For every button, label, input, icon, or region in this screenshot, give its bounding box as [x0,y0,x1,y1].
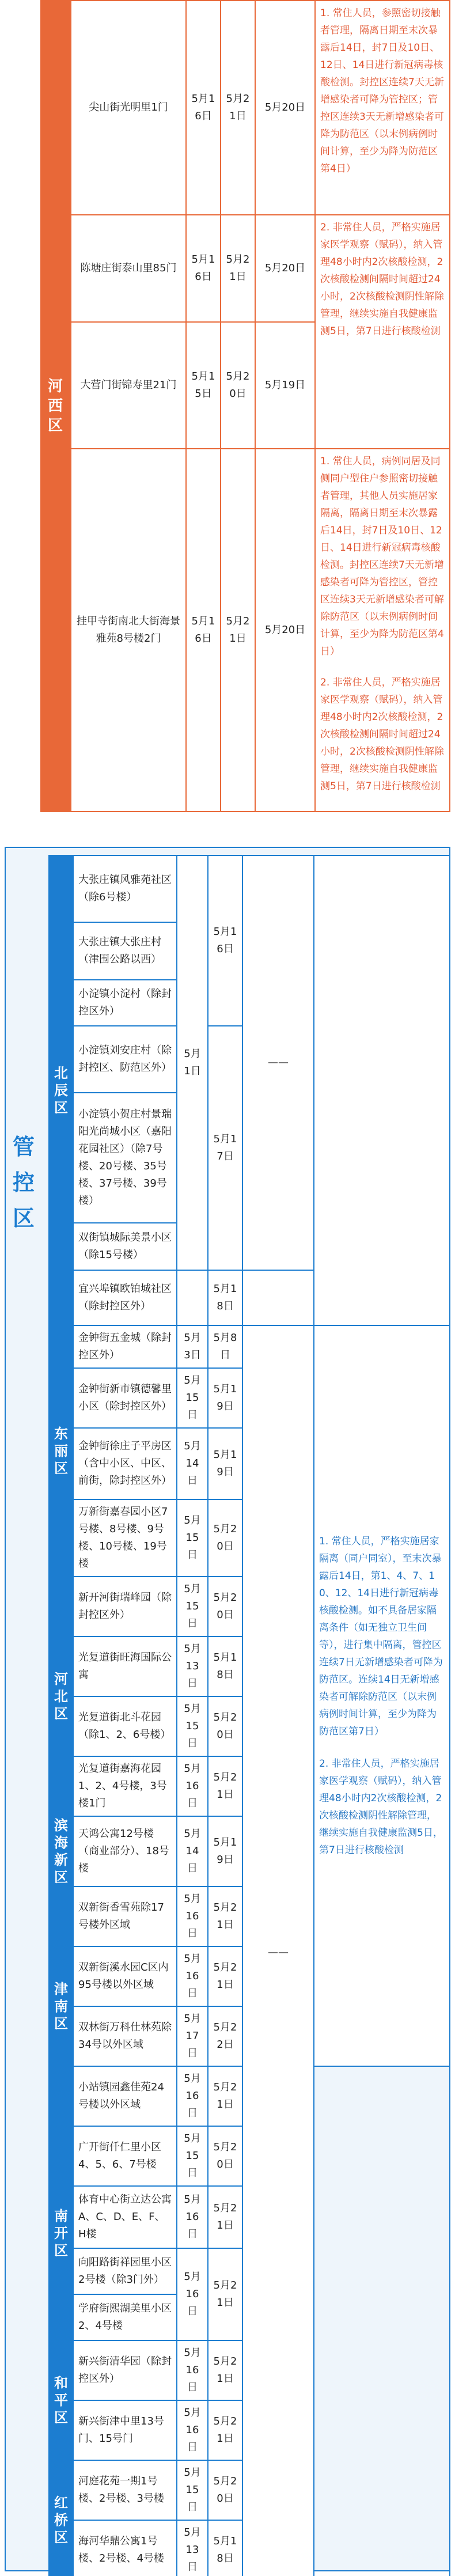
date-end: 5月18日 [208,1636,242,1696]
address-cell: 双新街溪水园C区内95号楼以外区域 [73,1946,177,2006]
date-start: 5月16日 [186,215,221,322]
date-lift: 5月20日 [255,1,315,215]
category-guankong: 管 控 区 [12,1134,35,1231]
district-nankai: 南 开 区 [49,2126,73,2340]
address-cell: 大营门街锦寿里21门 [71,322,186,449]
date-end: 5月19日 [208,1368,242,1428]
date-end: 5月21日 [208,1886,242,1946]
address-cell: 光复道街北斗花园（除1、2、6号楼） [73,1696,177,1756]
district-jinnan: 津 南 区 [49,1886,73,2126]
address-cell: 光复道街嘉海花园1、2、4号楼，3号楼1门 [73,1756,177,1816]
address-cell: 小站镇园鑫佳苑24号楼以外区域 [73,2066,177,2126]
address-cell: 宜兴埠镇欧铂城社区（除封控区外） [73,1270,177,1325]
date-start: 5月15日 [177,2126,208,2186]
date-start: 5月1日 [177,855,208,1270]
address-cell: 向阳路街祥园里小区2号楼（除3门外） [73,2248,177,2294]
date-end: 5月21日 [208,2340,242,2400]
address-cell: 小淀镇刘安庄村（除封控区、防范区外） [73,1026,177,1093]
date-end: 5月21日 [221,215,255,322]
address-cell: 海河华鼎公寓1号楼、2号楼、4号楼 [73,2520,177,2576]
address-cell: 体育中心街立达公寓A、C、D、E、F、H楼 [73,2186,177,2248]
address-cell: 大张庄镇大张庄村（津围公路以西） [73,922,177,980]
policy-note-blank [314,855,450,1325]
district-beichen: 北 辰 区 [49,855,73,1325]
date-start: 5月16日 [177,2186,208,2248]
date-start: 5月16日 [177,2248,208,2340]
date-end: 5月21日 [208,1756,242,1816]
date-lift: 5月20日 [255,215,315,322]
date-end: 5月21日 [208,2400,242,2460]
date-end: 5月18日 [208,1270,242,1325]
date-end: 5月8日 [208,1325,242,1368]
date-start: 5月15日 [177,1696,208,1756]
date-lift: 5月19日 [255,322,315,449]
heqiu-table [40,0,450,812]
date-end: 5月19日 [208,1816,242,1886]
date-start: 5月17日 [177,2006,208,2066]
address-cell: 新开河街瑞峰园（除封控区外） [73,1577,177,1636]
date-start: 5月15日 [177,2460,208,2520]
date-end: 5月22日 [208,2006,242,2066]
policy-note-part: 2. 非常住人员，严格实施居家医学观察（赋码），纳入管理48小时内2次核酸检测，2次核酸检测阴性解除管理，继续实施自我健康监测5日，第7日进行核酸检测 [319,1758,443,1856]
address-cell: 尖山街光明里1门 [71,1,186,215]
date-start: 5月15日 [177,1577,208,1636]
date-end: 5月20日 [208,1577,242,1636]
address-cell: 学府街熙湖美里小区2、4号楼 [73,2294,177,2340]
address-cell: 双街镇城际美景小区（除15号楼） [73,1223,177,1270]
date-end: 5月19日 [208,1428,242,1499]
date-start: 5月14日 [177,1816,208,1886]
date-end: 5月21日 [208,2248,242,2340]
address-cell: 小淀镇小淀村（除封控区外） [73,980,177,1026]
guankong-table [48,855,450,2576]
date-end: 5月21日 [208,2186,242,2248]
date-end: 5月16日 [208,855,242,1026]
policy-note [315,449,450,812]
date-start: 5月16日 [177,1946,208,2006]
date-end: 5月20日 [208,2460,242,2520]
date-end: 5月20日 [208,1696,242,1756]
date-end: 5月17日 [208,1026,242,1270]
district-binhai: 滨 海 新 区 [49,1816,73,1886]
date-start: 5月15日 [186,322,221,449]
date-start: 5月16日 [177,2340,208,2400]
date-start [177,1270,208,1325]
address-cell: 光复道街旺海国际公寓 [73,1636,177,1696]
address-cell: 新兴街清华园（除封控区外） [73,2340,177,2400]
empty-cell: —— [242,855,314,1270]
address-cell: 陈塘庄街泰山里85门 [71,215,186,322]
date-start: 5月16日 [177,1756,208,1816]
address-cell: 河庭花苑一期1号楼、2号楼、3号楼 [73,2460,177,2520]
date-end: 5月20日 [208,2126,242,2186]
district-hebei: 河 北 区 [49,1577,73,1816]
policy-note: 2. 非常住人员，严格实施居家医学观察（赋码），纳入管理48小时内2次核酸检测，2次核酸检测间隔时间超过24小时，2次核酸检测阴性解除管理，继续实施自我健康监测5日，第7日进行核酸检测 [315,215,450,449]
empty-cell [242,1270,314,1325]
date-start: 5月16日 [177,1886,208,1946]
address-cell: 广开街仟仁里小区4、5、6、7号楼 [73,2126,177,2186]
district-hongqiao: 红 桥 区 [49,2460,73,2576]
date-start: 5月16日 [177,2066,208,2126]
date-start: 5月15日 [177,1499,208,1577]
address-cell: 万新街嘉春园小区7号楼、8号楼、9号楼、10号楼、19号楼 [73,1499,177,1577]
date-end: 5月20日 [221,322,255,449]
policy-note-part: 1. 常住人员，严格实施居家隔离（同户同室），至末次暴露后14日，第1、4、7、10、12、14日进行新冠病毒核酸检测。如不具备居家隔离条件（如无独立卫生间等），进行集中隔离，管控区连续7日无新增感染者可降为防范区。连续14日无新增感染者可解除防范区（以末例病例时间计算，至少为降为防范区第7日） [319,1536,443,1737]
date-end: 5月21日 [221,449,255,812]
date-end: 5月21日 [221,1,255,215]
address-cell: 大张庄镇风雅苑社区（除6号楼） [73,855,177,922]
address-cell: 金钟街五金城（除封控区外） [73,1325,177,1368]
date-start: 5月3日 [177,1325,208,1368]
policy-note: 1. 常住人员，参照密切接触者管理，隔离日期至末次暴露后14日，封7日及10日、12日、14日进行新冠病毒核酸检测。封控区连续7天无新增感染者可降为管控区；管控区连续3天无新增感染者可降为防范区（以末例病例时间计算，至少为降为防范区第4日） [315,1,450,215]
district-dongli: 东 丽 区 [49,1325,73,1577]
category-heqiu: 河 西 区 [41,1,71,812]
date-start: 5月15日 [177,1368,208,1428]
address-cell: 金钟街新市镇德馨里小区（除封控区外） [73,1368,177,1428]
address-cell: 双新街香雪苑除17号楼外区域 [73,1886,177,1946]
date-start: 5月16日 [186,449,221,812]
policy-note-part: 2. 非常住人员，严格实施居家医学观察（赋码），纳入管理48小时内2次核酸检测，2次核酸检测间隔时间超过24小时，2次核酸检测阴性解除管理，继续实施自我健康监测5日，第7日进行核酸检测 [320,677,444,792]
address-cell: 双林街万科仕林苑除34号以外区域 [73,2006,177,2066]
date-start: 5月13日 [177,1636,208,1696]
date-start: 5月16日 [186,1,221,215]
date-start: 5月14日 [177,1428,208,1499]
address-cell: 天鸿公寓12号楼（商业部分）、18号楼 [73,1816,177,1886]
date-end: 5月20日 [208,1499,242,1577]
date-lift: 5月20日 [255,449,315,812]
address-cell: 金钟街徐庄子平房区（含中小区、中区、前街，除封控区外） [73,1428,177,1499]
address-cell: 挂甲寺街南北大街海景雅苑8号楼2门 [71,449,186,812]
policy-note-part: 1. 常住人员，病例同居及同侧同户型住户参照密切接触者管理，其他人员实施居家隔离，隔离日期至末次暴露后14日，封7日及10日、12日、14日进行新冠病毒核酸检测。封控区连续7天无新增感染者可降为管控区，管控区连续3天无新增感染者可解除防范区（以末例病例时间计算，至少为降为防范区第4日） [320,456,444,657]
date-start: 5月13日 [177,2520,208,2576]
district-heping: 和 平 区 [49,2340,73,2460]
policy-note [314,1325,450,2066]
address-cell: 小淀镇小贺庄村景瑞阳光尚城小区（嘉阳花园社区）（除7号楼、20号楼、35号楼、37号楼、39号楼） [73,1093,177,1223]
date-end: 5月18日 [208,2520,242,2576]
empty-cell: —— [242,1325,314,2576]
address-cell: 新兴街津中里13号门、15号门 [73,2400,177,2460]
date-start: 5月16日 [177,2400,208,2460]
date-end: 5月21日 [208,1946,242,2006]
date-end: 5月21日 [208,2066,242,2126]
